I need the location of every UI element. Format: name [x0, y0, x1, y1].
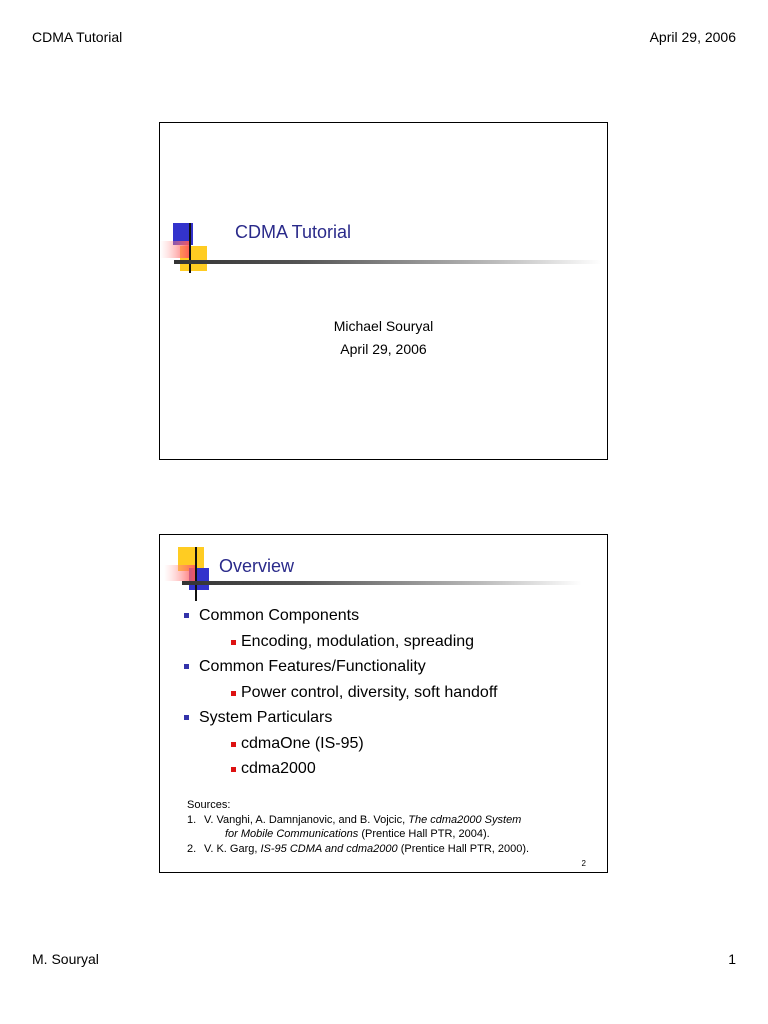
bullet-icon: [231, 640, 236, 645]
author-name: Michael Souryal: [333, 318, 434, 334]
slide-title: CDMA Tutorial: [235, 222, 352, 242]
source-item: 2. V. K. Garg, IS-95 CDMA and cdma2000 (Prentice Hall PTR, 2000).: [187, 842, 530, 855]
page-footer-author: M. Souryal: [32, 951, 99, 967]
list-item: cdmaOne (IS-95): [182, 731, 497, 757]
slide-number: 2: [581, 859, 586, 868]
list-item: System Particulars: [182, 705, 497, 731]
slide-logo-icon: [160, 223, 220, 283]
list-item: cdma2000: [182, 756, 497, 782]
slide-title-page: [159, 122, 608, 460]
bullet-icon: [184, 613, 189, 618]
source-item: 1. V. Vanghi, A. Damnjanovic, and B. Vojcic, The cdma2000 System for Mobile Communications (Prentice Hall PTR, 2004).: [187, 813, 522, 840]
sources-block: [187, 798, 597, 856]
bullet-list: [182, 603, 497, 782]
subtitle-block: [160, 315, 607, 361]
list-item: Encoding, modulation, spreading: [182, 629, 497, 655]
list-item: Power control, diversity, soft handoff: [182, 680, 497, 706]
sources-heading: Sources:: [187, 799, 231, 811]
slide-date: April 29, 2006: [340, 341, 427, 357]
title-underline: [182, 581, 582, 585]
bullet-icon: [184, 715, 189, 720]
page-header-date: April 29, 2006: [649, 29, 736, 45]
page-header-title: CDMA Tutorial: [32, 29, 123, 45]
list-item: Common Components: [182, 603, 497, 629]
list-item: Common Features/Functionality: [182, 654, 497, 680]
bullet-icon: [184, 664, 189, 669]
slide-logo-icon: [164, 547, 224, 607]
slide-title: Overview: [219, 556, 295, 576]
bullet-icon: [231, 742, 236, 747]
page-number: 1: [728, 951, 736, 967]
slide-overview: [159, 534, 608, 873]
title-underline: [174, 260, 602, 264]
bullet-icon: [231, 767, 236, 772]
bullet-icon: [231, 691, 236, 696]
